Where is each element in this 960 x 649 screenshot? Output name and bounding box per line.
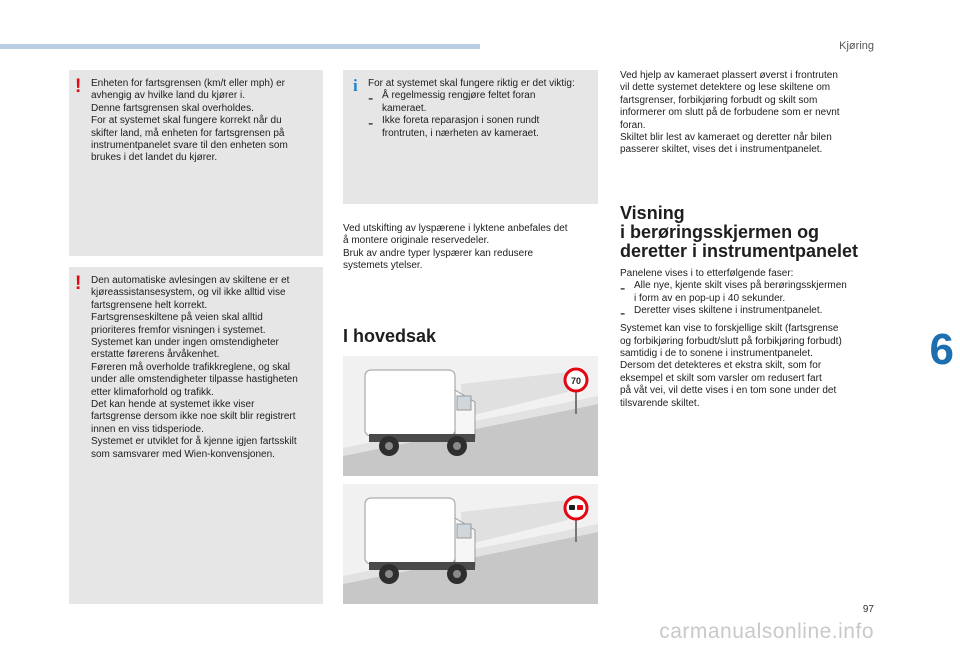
text-line: Det kan hende at systemet ikke viser bbox=[91, 399, 255, 411]
text-line: Bruk av andre typer lyspærer kan redusere bbox=[343, 247, 534, 259]
text-line: passerer skiltet, vises det i instrumentpanelet. bbox=[620, 144, 823, 156]
list-item: - Å regelmessig rengjøre feltet foran kameraet. bbox=[368, 90, 536, 114]
text-line: kameraet. bbox=[382, 102, 427, 114]
text-line: brukes i det landet du kjører. bbox=[91, 152, 218, 164]
chapter-number: 6 bbox=[929, 325, 954, 374]
text-line: Ved utskifting av lyspærene i lyktene anbefales det bbox=[343, 223, 568, 234]
watermark: carmanualsonline.info bbox=[659, 620, 874, 643]
text-line: etter klimaforhold og trafikk. bbox=[91, 386, 214, 398]
text-line: avhengig av hvilke land du kjører i. bbox=[91, 90, 245, 102]
text-line: som samsvarer med Wien-konvensjonen. bbox=[91, 448, 275, 460]
van-sign-drawing bbox=[343, 484, 598, 604]
list-item: - Alle nye, kjente skilt vises på berøringsskjermen i form av en pop-up i 40 sekunder. bbox=[620, 280, 847, 304]
van-illustration-overtaking-sign bbox=[343, 484, 598, 604]
text-line: under alle omstendigheter tilpasse hastigheten bbox=[91, 374, 298, 386]
header-accent-bar bbox=[0, 44, 480, 49]
text-line: vil dette systemet detektere og lese skiltene om bbox=[620, 82, 831, 94]
warning-icon: ! bbox=[75, 273, 82, 294]
text-line: For at systemet skal fungere riktig er det viktig: bbox=[368, 78, 575, 89]
text-line: Føreren må overholde trafikkreglene, og skal bbox=[91, 361, 290, 373]
visning-text bbox=[620, 268, 882, 410]
page-number: 97 bbox=[862, 604, 874, 615]
text-line: Systemet kan vise to forskjellige skilt (fartsgrense bbox=[620, 323, 839, 335]
text-line: å montere originale reservedeler. bbox=[343, 235, 490, 247]
text-line: Denne fartsgrensen skal overholdes. bbox=[91, 102, 254, 114]
info-icon: i bbox=[353, 76, 358, 95]
text-line: tilsvarende skiltet. bbox=[620, 397, 700, 409]
text-line: For at systemet skal fungere korrekt når du bbox=[91, 115, 282, 127]
text-line: foran. bbox=[620, 119, 646, 131]
text-line: Fartsgrenseskiltene på veien skal alltid bbox=[91, 312, 263, 324]
warning-box-auto-reading bbox=[69, 267, 323, 604]
text-line: Dersom det detekteres et ekstra skilt, som for bbox=[620, 360, 822, 372]
text-line: informerer om slutt på de forbudene som er nevnt bbox=[620, 107, 840, 119]
heading-line: deretter i instrumentpanelet bbox=[620, 241, 859, 261]
camera-intro-text bbox=[620, 70, 880, 157]
text-line: eksempel et skilt som varsler om redusert fart bbox=[620, 372, 822, 384]
text-line: Enheten for fartsgrensen (km/t eller mph) er bbox=[91, 78, 285, 89]
text-line: frontruten, i nærheten av kameraet. bbox=[382, 127, 539, 139]
van-sign-drawing bbox=[343, 356, 598, 476]
text-line: skifter land, må enheten for fartsgrensen på bbox=[91, 127, 285, 139]
text-line: fartsgrense dersom ikke noe skilt blir registrert bbox=[91, 411, 296, 423]
text-line: på våt vei, vil dette vises i en tom sone under det bbox=[620, 385, 837, 397]
text-line: systemets ytelser. bbox=[343, 260, 423, 272]
heading-line: i berøringsskjermen og bbox=[620, 222, 820, 242]
bulb-replacement-text bbox=[343, 223, 598, 273]
text-line: kjøreassistansesystem, og vil ikke alltid vise bbox=[91, 287, 286, 299]
van-illustration-speed-sign bbox=[343, 356, 598, 476]
section-title: Kjøring bbox=[839, 40, 874, 52]
text-line: instrumentpanelet svare til den enheten som bbox=[91, 140, 288, 152]
speed-sign-value: 70 bbox=[570, 376, 582, 386]
no-overtaking-sign-icon bbox=[565, 497, 587, 519]
text-line: Alle nye, kjente skilt vises på berøringsskjermen bbox=[634, 280, 847, 292]
warning-icon: ! bbox=[75, 76, 82, 97]
text-line: Deretter vises skiltene i instrumentpanelet. bbox=[634, 305, 823, 317]
text-line: Ikke foreta reparasjon i sonen rundt bbox=[382, 115, 540, 127]
text-line: Systemet er utviklet for å kjenne igjen fartsskilt bbox=[91, 436, 297, 448]
text-line: Skiltet blir lest av kameraet og deretter når bilen bbox=[620, 132, 832, 144]
text-line: i form av en pop-up i 40 sekunder. bbox=[634, 292, 786, 304]
warning-box-unit bbox=[69, 70, 323, 256]
section-heading: I hovedsak bbox=[343, 326, 437, 346]
info-box-camera bbox=[343, 70, 598, 204]
text-line: Å regelmessig rengjøre feltet foran bbox=[382, 90, 536, 102]
text-line: Systemet kan under ingen omstendigheter bbox=[91, 337, 279, 349]
text-line: fartsgrensene helt korrekt. bbox=[91, 299, 208, 311]
text-line: fartsgrenser, forbikjøring forbudt og skilt som bbox=[620, 94, 818, 106]
text-line: innen en viss tidsperiode. bbox=[91, 423, 204, 435]
list-item: - Ikke foreta reparasjon i sonen rundt frontruten, i nærheten av kameraet. bbox=[368, 115, 540, 139]
visning-heading bbox=[620, 204, 858, 261]
text-line: samtidig i de to sonene i instrumentpanelet. bbox=[620, 348, 813, 360]
text-line: og forbikjøring forbudt/slutt på forbikjøring forbudt) bbox=[620, 335, 842, 347]
text-line: Den automatiske avlesingen av skiltene er et bbox=[91, 275, 290, 286]
list-item: - Deretter vises skiltene i instrumentpanelet. bbox=[620, 305, 823, 323]
text-line: prioriteres fremfor visningen i systemet. bbox=[91, 324, 266, 336]
text-line: erstatte førerens årvåkenhet. bbox=[91, 349, 220, 361]
text-line: Panelene vises i to etterfølgende faser: bbox=[620, 268, 794, 279]
heading-line: Visning bbox=[620, 203, 685, 223]
text-line: Ved hjelp av kameraet plassert øverst i frontruten bbox=[620, 70, 838, 81]
